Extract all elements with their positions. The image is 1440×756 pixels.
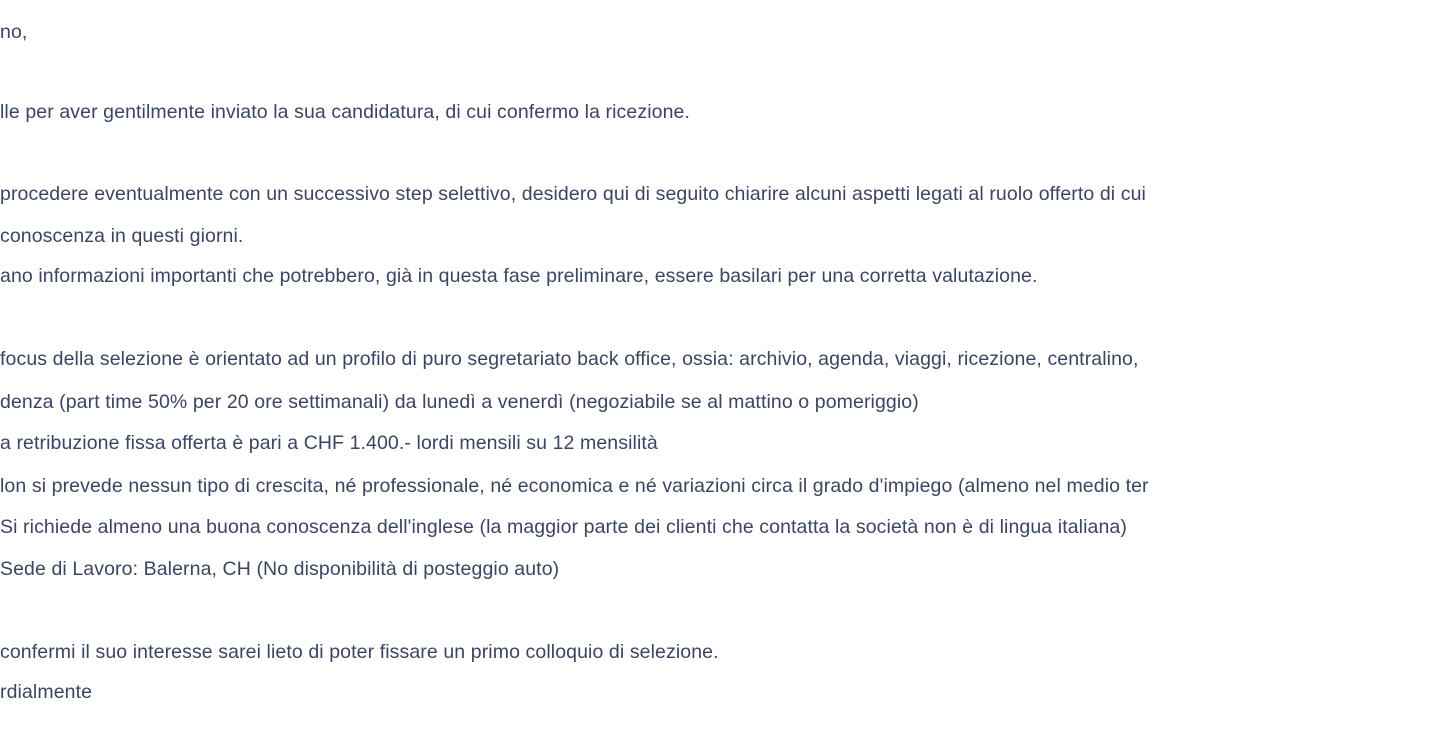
thanks-line: lle per aver gentilmente inviato la sua candidatura, di cui confermo la ricezione.: [0, 101, 690, 123]
signoff-line: rdialmente: [0, 681, 93, 703]
requirement-line: focus della selezione è orientato ad un profilo di puro segretariato back office, ossia: archivio, agenda, viaggi, ricezione, centralino,: [0, 348, 1139, 370]
requirement-line: Sede di Lavoro: Balerna, CH (No disponibilità di posteggio auto): [0, 558, 560, 580]
requirement-line: denza (part time 50% per 20 ore settimanali) da lunedì a venerdì (negoziabile se al mattino o pomeriggio): [0, 391, 919, 413]
intro-line: procedere eventualmente con un successivo step selettivo, desidero qui di seguito chiarire alcuni aspetti legati al ruolo offerto di cui: [0, 183, 1146, 205]
intro-line: conoscenza in questi giorni.: [0, 225, 244, 247]
intro-line: ano informazioni importanti che potrebbero, già in questa fase preliminare, essere basilari per una corretta valutazione.: [0, 265, 1038, 287]
greeting-line: no,: [0, 21, 28, 43]
requirement-line: lon si prevede nessun tipo di crescita, né professionale, né economica e né variazioni circa il grado d'impiego (almeno nel medio ter: [0, 475, 1149, 497]
requirement-line: a retribuzione fissa offerta è pari a CHF 1.400.- lordi mensili su 12 mensilità: [0, 432, 658, 454]
requirement-line: Si richiede almeno una buona conoscenza dell'inglese (la maggior parte dei clienti che contatta la società non è di lingua italiana): [0, 516, 1127, 538]
closing-line: confermi il suo interesse sarei lieto di poter fissare un primo colloquio di selezione.: [0, 641, 719, 663]
